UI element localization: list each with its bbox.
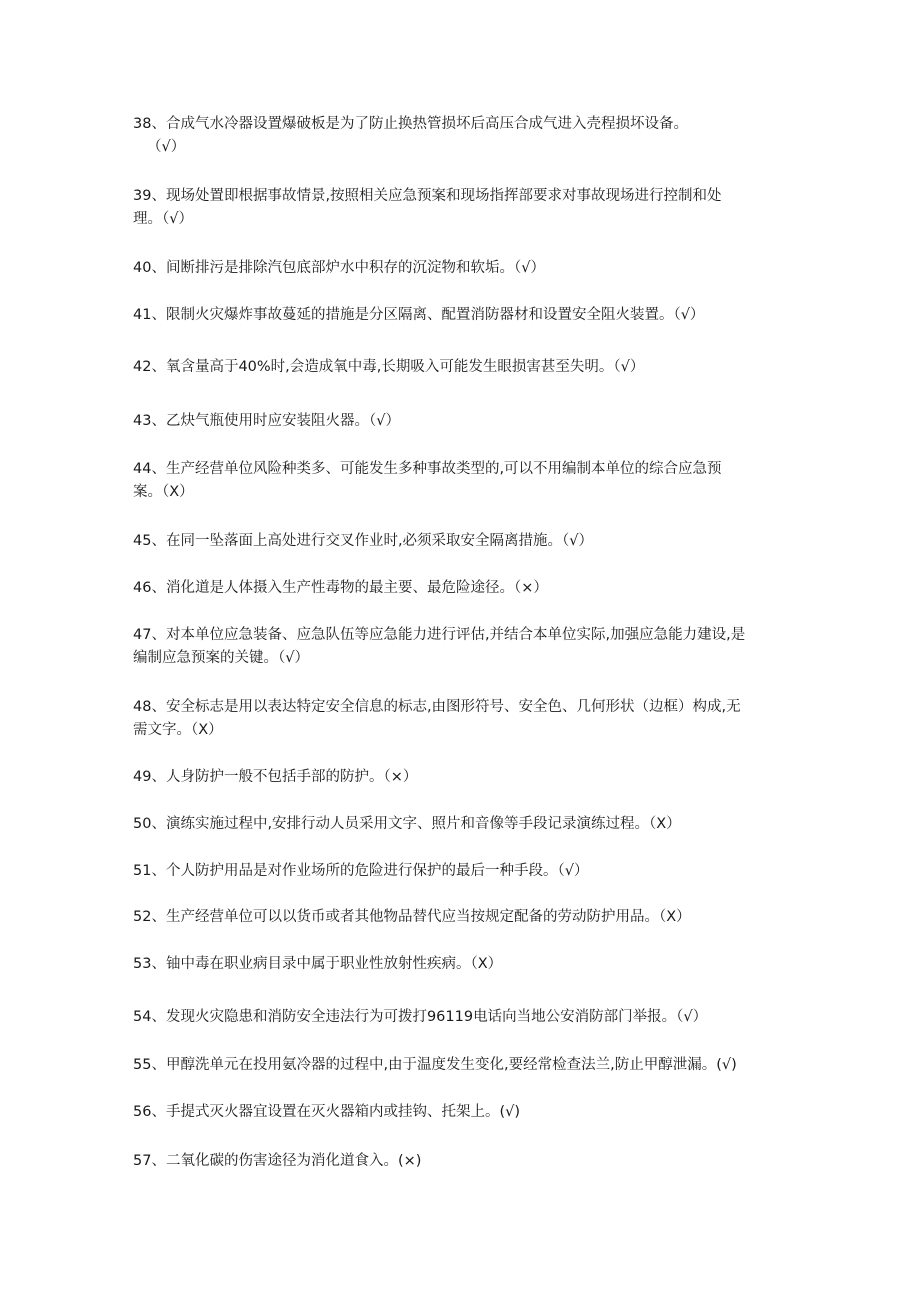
- question-text-continued: 案。（X）: [133, 484, 194, 500]
- question-text: 44、生产经营单位风险种类多、可能发生多种事故类型的,可以不用编制本单位的综合应急预: [133, 461, 722, 477]
- question-text: 52、生产经营单位可以以货币或者其他物品替代应当按规定配备的劳动防护用品。（X）: [133, 909, 691, 925]
- question-text: 40、间断排污是排除汽包底部炉水中积存的沉淀物和软垢。（√）: [133, 260, 545, 276]
- question-text: 47、对本单位应急装备、应急队伍等应急能力进行评估,并结合本单位实际,加强应急能力建设,是: [133, 627, 746, 643]
- question-text: 39、现场处置即根据事故情景,按照相关应急预案和现场指挥部要求对事故现场进行控制和处: [133, 188, 722, 204]
- question-42: [133, 356, 793, 379]
- question-54: [133, 1006, 793, 1029]
- question-text: 41、限制火灾爆炸事故蔓延的措施是分区隔离、配置消防器材和设置安全阻火装置。（√）: [133, 307, 705, 323]
- question-text-continued: 理。（√）: [133, 211, 193, 227]
- question-43: [133, 410, 793, 433]
- question-39: [133, 185, 793, 231]
- question-40: [133, 257, 793, 280]
- question-57: [133, 1150, 793, 1173]
- question-text-continued: 需文字。（X）: [133, 722, 223, 738]
- question-text: 53、铀中毒在职业病目录中属于职业性放射性疾病。（X）: [133, 956, 503, 972]
- question-52: [133, 906, 793, 929]
- question-text: 45、在同一坠落面上高处进行交叉作业时,必须采取安全隔离措施。（√）: [133, 533, 594, 549]
- question-text: 50、演练实施过程中,安排行动人员采用文字、照片和音像等手段记录演练过程。（X）: [133, 816, 681, 832]
- question-text: 48、安全标志是用以表达特定安全信息的标志,由图形符号、安全色、几何形状（边框）构成,无: [133, 699, 741, 715]
- question-48: [133, 696, 793, 742]
- question-text: 55、甲醇洗单元在投用氨冷器的过程中,由于温度发生变化,要经常检查法兰,防止甲醇泄漏。(√): [133, 1057, 737, 1073]
- question-50: [133, 813, 793, 836]
- question-text: 56、手提式灭火器宜设置在灭火器箱内或挂钩、托架上。(√): [133, 1104, 521, 1120]
- question-text: 43、乙炔气瓶使用时应安装阻火器。（√）: [133, 413, 400, 429]
- question-41: [133, 304, 793, 327]
- question-text: 42、氧含量高于40%时,会造成氧中毒,长期吸入可能发生眼损害甚至失明。（√）: [133, 359, 645, 375]
- question-text: 54、发现火灾隐患和消防安全违法行为可拨打96119电话向当地公安消防部门举报。（√）: [133, 1009, 708, 1025]
- question-53: [133, 953, 793, 976]
- question-text: 49、人身防护一般不包括手部的防护。（×）: [133, 769, 418, 785]
- question-55: [133, 1054, 793, 1077]
- question-45: [133, 530, 793, 553]
- question-49: [133, 766, 793, 789]
- question-text: 38、合成气水冷器设置爆破板是为了防止换热管损坏后高压合成气进入壳程损坏设备。: [133, 116, 688, 132]
- question-38: [133, 113, 793, 159]
- question-text: 46、消化道是人体摄入生产性毒物的最主要、最危险途径。（×）: [133, 580, 548, 596]
- question-answer: （√）: [147, 139, 186, 155]
- question-44: [133, 458, 793, 504]
- question-text: 51、个人防护用品是对作业场所的危险进行保护的最后一种手段。（√）: [133, 863, 589, 879]
- question-56: [133, 1101, 793, 1124]
- question-text-continued: 编制应急预案的关键。（√）: [133, 650, 309, 666]
- question-51: [133, 860, 793, 883]
- question-47: [133, 624, 793, 670]
- question-text: 57、二氧化碳的伤害途径为消化道食入。(×): [133, 1153, 422, 1169]
- question-46: [133, 577, 793, 600]
